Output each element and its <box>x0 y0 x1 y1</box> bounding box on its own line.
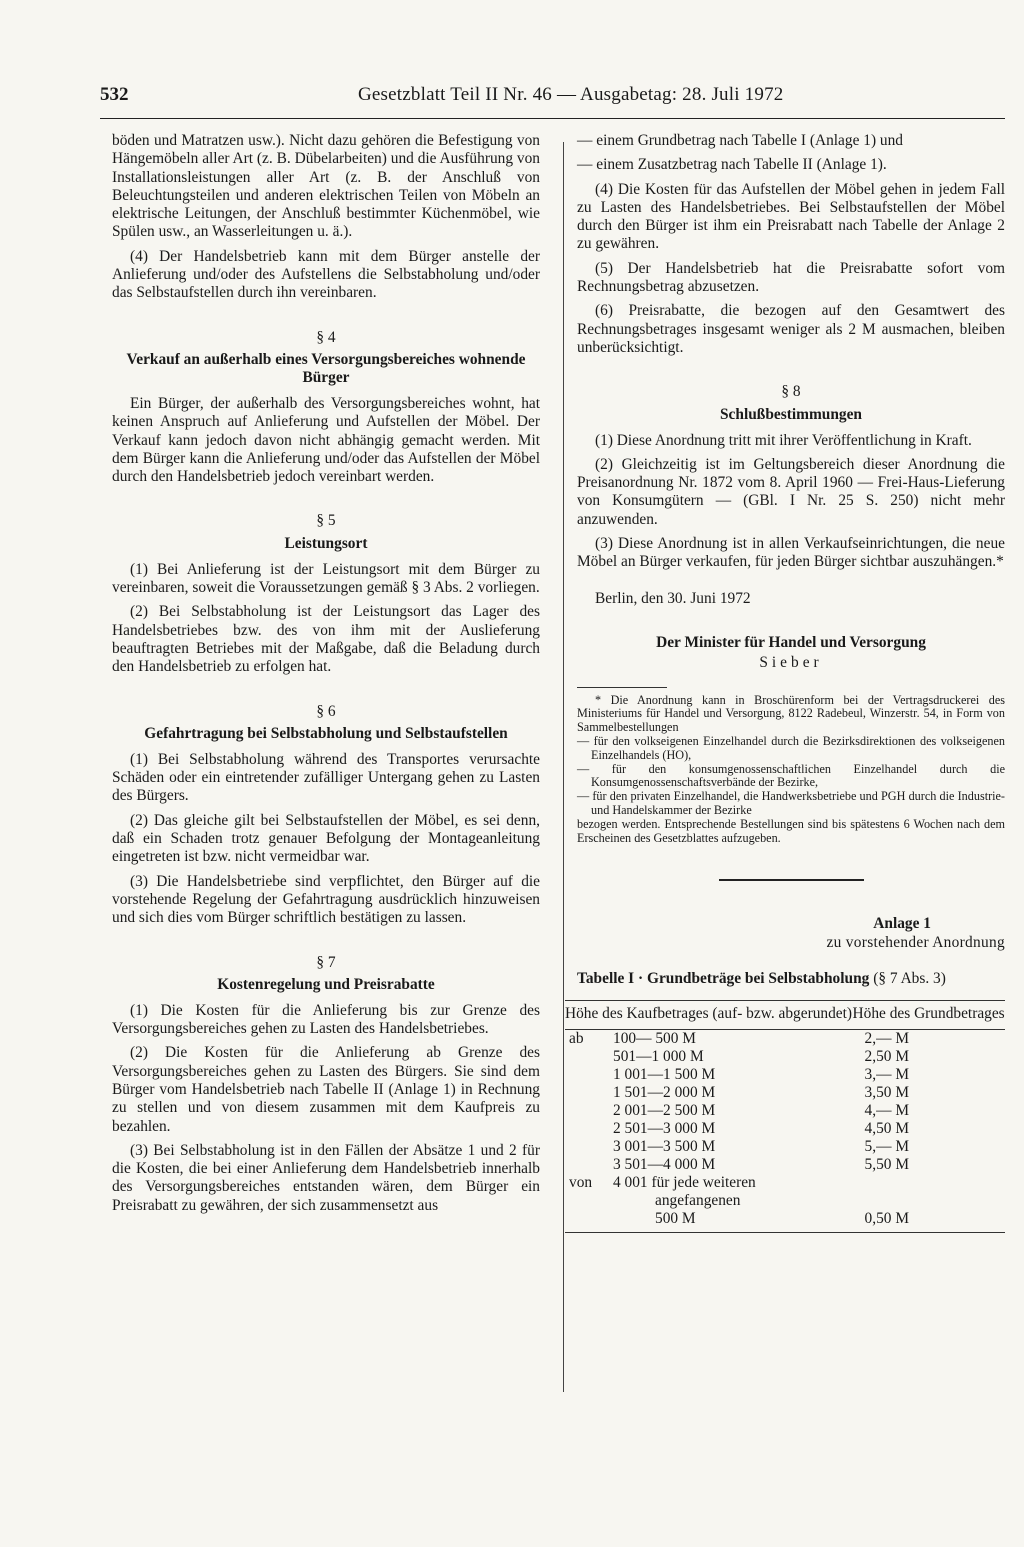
page-number: 532 <box>100 84 129 105</box>
paragraph: (1) Diese Anordnung tritt mit ihrer Veröffentlichung in Kraft. <box>595 431 972 449</box>
paragraph: (3) Die Handelsbetriebe sind verpflichtet, den Bürger auf die vorstehende Regelung der Gefahrtragung ausdrücklich hinzuweisen und sich dies vom Bürger schriftlich bestätigen zu lassen. <box>112 872 540 927</box>
row-value: 5,50 M <box>864 1156 909 1174</box>
row-value: 2,— M <box>864 1030 909 1048</box>
footnote-rule <box>577 687 667 688</box>
row-prefix-empty <box>565 1192 613 1210</box>
section-number: § 4 <box>316 328 336 346</box>
row-prefix <box>565 1102 613 1120</box>
row-amount: 100— 500 M <box>613 1030 696 1048</box>
row-amount: 501—1 000 M <box>613 1048 704 1066</box>
section-number: § 7 <box>316 953 336 971</box>
row-prefix: von <box>569 1174 593 1192</box>
paragraph: (2) Bei Selbstabholung ist der Leistungsort das Lager des Handelsbetriebes bzw. des von ihm mit der Auslieferung beauftragten Betriebes mit der Maßgabe, daß die Beladung durch den Handelsbetrieb zu erfolgen hat. <box>112 603 540 676</box>
column-divider <box>563 142 564 1392</box>
table-header-row <box>565 1001 1005 1030</box>
row-value: 4,50 M <box>864 1120 909 1138</box>
paragraph: (1) Die Kosten für die Anlieferung bis zur Grenze des Versorgungsbereiches gehen zu Lasten des Handelsbetriebes. <box>112 1001 540 1038</box>
table-row <box>565 1120 1005 1138</box>
table-title-text: Tabelle I · Grundbeträge bei Selbstabholung <box>577 969 870 987</box>
table-body <box>565 1030 1005 1233</box>
paragraph: (4) Der Handelsbetrieb kann mit dem Bürger anstelle der Anlieferung und/oder des Aufstellens die Selbstabholung und/oder das Selbstaufstellen durch ihn vereinbaren. <box>112 247 540 302</box>
footnote-dash-item: — für den privaten Einzelhandel, die Handwerksbetriebe und PGH durch die Industrie- und Handelskammer der Bezirke <box>577 789 1005 817</box>
signer-name: Sieber <box>759 654 823 672</box>
section-number: § 5 <box>316 512 336 530</box>
paragraph: Ein Bürger, der außerhalb des Versorgungsbereiches wohnt, hat keinen Anspruch auf Anlieferung und Aufstellen der Möbel. Der Verkauf kann jedoch davon nicht abhängig gemacht werden. Mit dem Bürger kann die Anlieferung und/oder das Aufstellen der Möbel durch den Handelsbetrieb jedoch vereinbart werden. <box>112 394 540 486</box>
separator-line <box>719 879 864 881</box>
row-value: 2,50 M <box>864 1048 909 1066</box>
row-value: 4,— M <box>864 1102 909 1120</box>
header-title: Gesetzblatt Teil II Nr. 46 — Ausgabetag: 28. Juli 1972 <box>358 84 784 105</box>
footnote-text: * Die Anordnung kann in Broschürenform bei der Vertragsdruckerei des Ministeriums für Handel und Versorgung, 8122 Radebeul, Winzerstr. 54, in Form von Sammelbestellungen <box>577 692 1005 735</box>
paragraph: (5) Der Handelsbetrieb hat die Preisrabatte sofort vom Rechnungsbetrag abzusetzen. <box>577 259 1005 296</box>
row-amount: angefangenen <box>655 1192 741 1210</box>
paragraph: (1) Bei Anlieferung ist der Leistungsort mit dem Bürger zu vereinbaren, soweit die Voraussetzungen gemäß § 3 Abs. 2 vorliegen. <box>112 560 540 597</box>
table-row <box>565 1030 1005 1049</box>
table-row <box>565 1156 1005 1174</box>
row-amount: 500 M <box>613 1210 853 1233</box>
dash-item: — einem Zusatzbetrag nach Tabelle II (Anlage 1). <box>577 156 887 174</box>
footnote <box>577 694 1005 846</box>
annex-title: Anlage 1 <box>873 915 931 933</box>
paragraph: (2) Gleichzeitig ist im Geltungsbereich dieser Anordnung die Preisanordnung Nr. 1872 vom 8. April 1960 — Frei-Haus-Lieferung von Konsumgütern — (GBl. I Nr. 25 S. 250) nicht mehr anzuwenden. <box>577 455 1005 528</box>
section-title: Schlußbestimmungen <box>720 405 862 423</box>
footnote-dash-item: — für den volkseigenen Einzelhandel durch die Bezirksdirektionen des volkseigenen Einzelhandels (HO), <box>577 733 1005 762</box>
footnote-dash-item: — für den konsumgenossenschaftlichen Einzelhandel durch die Konsumgenossenschaftsverbände der Bezirke, <box>577 761 1005 790</box>
paragraph: (1) Bei Selbstabholung während des Transportes verursachte Schäden oder ein eintretender zufälliger Untergang gehen zu Lasten des Bürgers. <box>112 750 540 805</box>
row-value: 3,50 M <box>864 1084 909 1102</box>
row-prefix <box>565 1120 613 1138</box>
table-row <box>565 1210 1005 1233</box>
table-row <box>565 1066 1005 1084</box>
table-row <box>565 1084 1005 1102</box>
row-prefix <box>565 1066 613 1084</box>
row-amount: 2 501—3 000 M <box>613 1120 716 1138</box>
paragraph: (2) Das gleiche gilt bei Selbstaufstellen der Möbel, es sei denn, daß ein Schaden trotz genauer Befolgung der Montageanleitung eingetreten ist bzw. nicht vermeidbar war. <box>112 811 540 866</box>
row-value: 5,— M <box>864 1138 909 1156</box>
paragraph: (3) Bei Selbstabholung ist in den Fällen der Absätze 1 und 2 für die Kosten, die bei einer Anlieferung dem Handelsbetrieb innerhalb des Versorgungsbereiches entstanden wären, dem Bürger ein Preisrabatt zu gewähren, der sich zusammensetzt aus <box>112 1141 540 1214</box>
dash-item: — einem Grundbetrag nach Tabelle I (Anlage 1) und <box>577 132 903 149</box>
table-row <box>565 1102 1005 1120</box>
paragraph: (4) Die Kosten für das Aufstellen der Möbel gehen in jedem Fall zu Lasten des Handelsbetriebes. Bei Selbstaufstellen der Möbel durch den Bürger ist ihm ein Preisrabatt nach Tabelle der Anlage 2 zu gewähren. <box>577 180 1005 253</box>
table-row <box>565 1192 1005 1210</box>
base-amount-table <box>565 1000 1005 1233</box>
row-amount: 1 001—1 500 M <box>613 1066 716 1084</box>
footnote-text: bezogen werden. Entsprechende Bestellungen sind bis spätestens 6 Wochen nach dem Erscheinen des Gesetzblattes aufzugeben. <box>577 816 1005 845</box>
paragraph: (2) Die Kosten für die Anlieferung ab Grenze des Versorgungsbereiches gehen zu Lasten des Bürgers. Sie sind dem Bürger vom Handelsbetrieb nach Tabelle II (Anlage 1) in Rechnung zu stellen und von diesem zusammen mit dem Kaufpreis zu bezahlen. <box>112 1044 540 1135</box>
section-title: Kostenregelung und Preisrabatte <box>217 975 435 993</box>
table-row <box>565 1138 1005 1156</box>
section-title: Gefahrtragung bei Selbstabholung und Selbstaufstellen <box>144 724 508 742</box>
minister-title: Der Minister für Handel und Versorgung <box>656 633 926 651</box>
section-title: Verkauf an außerhalb eines Versorgungsbereiches wohnende Bürger <box>126 350 526 386</box>
column-header-purchase: Höhe des Kaufbetrages (auf- bzw. abgerundet) <box>565 1001 853 1030</box>
page-header <box>100 84 1005 119</box>
row-value: 0,50 M <box>853 1210 1005 1233</box>
annex-subtitle: zu vorstehender Anordnung <box>826 933 1005 951</box>
left-column <box>112 132 540 1221</box>
row-amount: 2 001—2 500 M <box>613 1102 716 1120</box>
column-header-base: Höhe des Grundbetrages <box>853 1001 1005 1030</box>
table-row <box>565 1174 1005 1192</box>
row-prefix <box>565 1084 613 1102</box>
section-number: § 6 <box>316 702 336 720</box>
section-number: § 8 <box>781 383 801 401</box>
row-prefix-empty <box>565 1210 613 1233</box>
row-prefix <box>565 1156 613 1174</box>
table-row <box>565 1048 1005 1066</box>
row-prefix: ab <box>569 1030 584 1048</box>
row-amount: 1 501—2 000 M <box>613 1084 716 1102</box>
row-prefix <box>565 1138 613 1156</box>
row-amount: 4 001 für jede weiteren <box>613 1174 756 1192</box>
paragraph: (3) Diese Anordnung ist in allen Verkaufseinrichtungen, die neue Möbel an Bürger verkaufen, für jeden Bürger sichtbar auszuhängen.* <box>577 535 1005 571</box>
paragraph: böden und Matratzen usw.). Nicht dazu gehören die Befestigung von Hängemöbeln aller Art (z. B. Dübelarbeiten) und die Ausführung von Installationsleistungen aller Art (z. B. der Anschluß von Beleuchtungsteilen und anderen elektrischen Teilen von Möbeln an elektrische Leitungen, der Anschluß bestimmter Küchenmöbel, wie Spülen usw., an Wasserleitungen u. ä.). <box>112 132 540 241</box>
row-value-empty <box>853 1192 1005 1210</box>
section-title: Leistungsort <box>284 534 368 552</box>
table-title-ref: (§ 7 Abs. 3) <box>873 969 946 987</box>
paragraph: (6) Preisrabatte, die bezogen auf den Gesamtwert des Rechnungsbetrages insgesamt weniger als 2 M ausmachen, bleiben unberücksichtigt. <box>577 302 1005 356</box>
annex-heading <box>577 915 1005 952</box>
row-amount: 3 001—3 500 M <box>613 1138 716 1156</box>
table-title <box>577 970 1005 988</box>
row-value: 3,— M <box>864 1066 909 1084</box>
row-value-empty <box>853 1174 1005 1192</box>
row-amount: 3 501—4 000 M <box>613 1156 716 1174</box>
row-prefix <box>565 1048 613 1066</box>
right-column <box>565 132 1005 1233</box>
place-date: Berlin, den 30. Juni 1972 <box>595 589 751 607</box>
